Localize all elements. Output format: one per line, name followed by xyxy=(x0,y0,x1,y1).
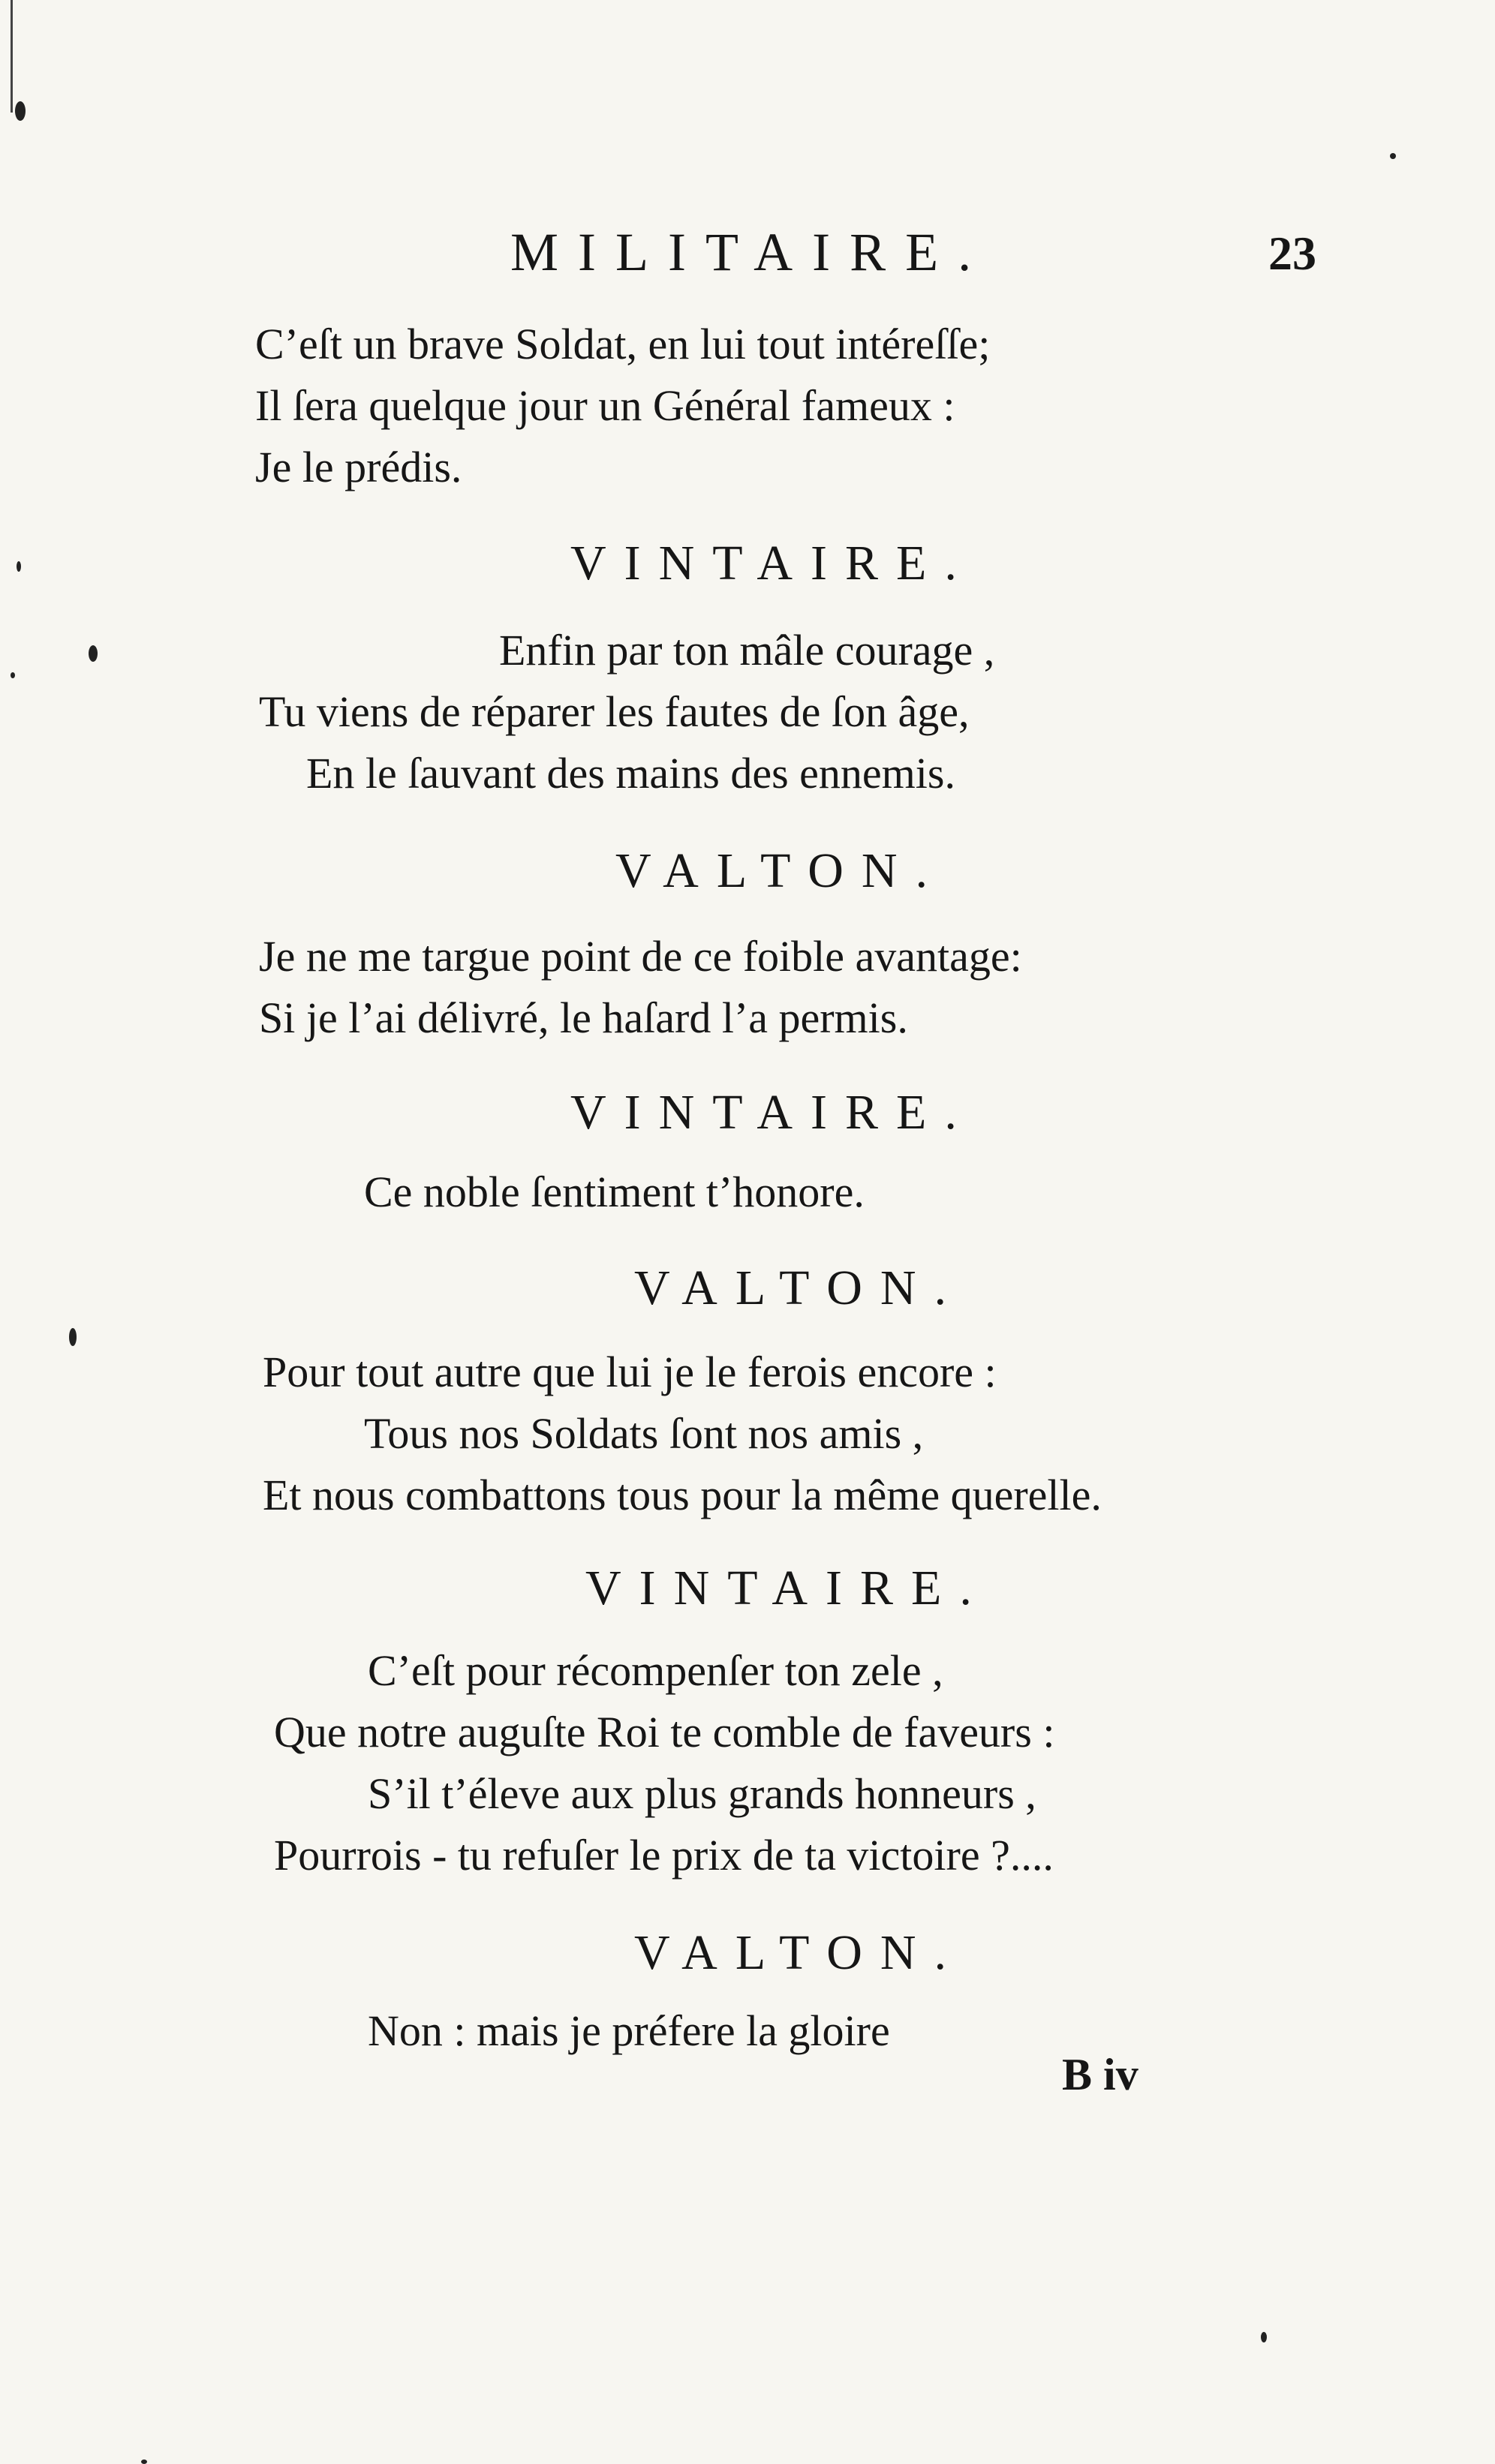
signature-mark: B iv xyxy=(1062,2050,1139,2099)
page-number: 23 xyxy=(1268,227,1316,280)
speaker-name: VALTON. xyxy=(634,1925,965,1980)
verse-line: Que notre auguſte Roi te comble de faveurs : xyxy=(274,1708,1055,1756)
verse-line: Non : mais je préfere la gloire xyxy=(368,2006,890,2055)
ink-speck xyxy=(1261,2332,1267,2342)
speaker-name: VALTON. xyxy=(634,1261,965,1315)
verse-line: En le ſauvant des mains des ennemis. xyxy=(306,749,955,798)
verse-line: Si je l’ai délivré, le haſard l’a permis. xyxy=(259,993,908,1042)
ink-speck xyxy=(17,561,21,572)
ink-speck xyxy=(11,672,15,678)
verse-line: Tous nos Soldats ſont nos amis , xyxy=(364,1409,924,1458)
verse-line: Je le prédis. xyxy=(255,443,462,491)
speaker-name: VINTAIRE. xyxy=(585,1561,990,1615)
verse-line: Pourrois - tu refuſer le prix de ta victoire ?.... xyxy=(274,1831,1054,1880)
ink-speck xyxy=(89,645,98,662)
speaker-name: VINTAIRE. xyxy=(570,536,975,590)
running-head: MILITAIRE. xyxy=(510,222,991,282)
ink-speck xyxy=(1390,153,1396,159)
verse-line: S’il t’éleve aux plus grands honneurs , xyxy=(368,1769,1036,1818)
verse-line: Je ne me targue point de ce foible avantage: xyxy=(259,932,1022,981)
verse-line: Pour tout autre que lui je le ferois encore : xyxy=(263,1348,997,1396)
speaker-name: VINTAIRE. xyxy=(570,1085,975,1140)
verse-line: C’eſt un brave Soldat, en lui tout intéreſſe; xyxy=(255,320,991,368)
scan-edge-mark xyxy=(11,0,13,113)
verse-line: Ce noble ſentiment t’honore. xyxy=(364,1167,865,1216)
verse-line: Il ſera quelque jour un Général fameux : xyxy=(255,381,955,430)
verse-line: Tu viens de réparer les fautes de ſon âge, xyxy=(259,687,970,736)
ink-speck xyxy=(15,101,26,121)
speaker-name: VALTON. xyxy=(615,843,946,898)
verse-line: Enfin par ton mâle courage , xyxy=(499,626,995,675)
ink-speck xyxy=(141,2459,147,2464)
verse-line: Et nous combattons tous pour la même querelle. xyxy=(263,1471,1102,1519)
ink-speck xyxy=(69,1328,77,1346)
verse-line: C’eſt pour récompenſer ton zele , xyxy=(368,1646,943,1695)
